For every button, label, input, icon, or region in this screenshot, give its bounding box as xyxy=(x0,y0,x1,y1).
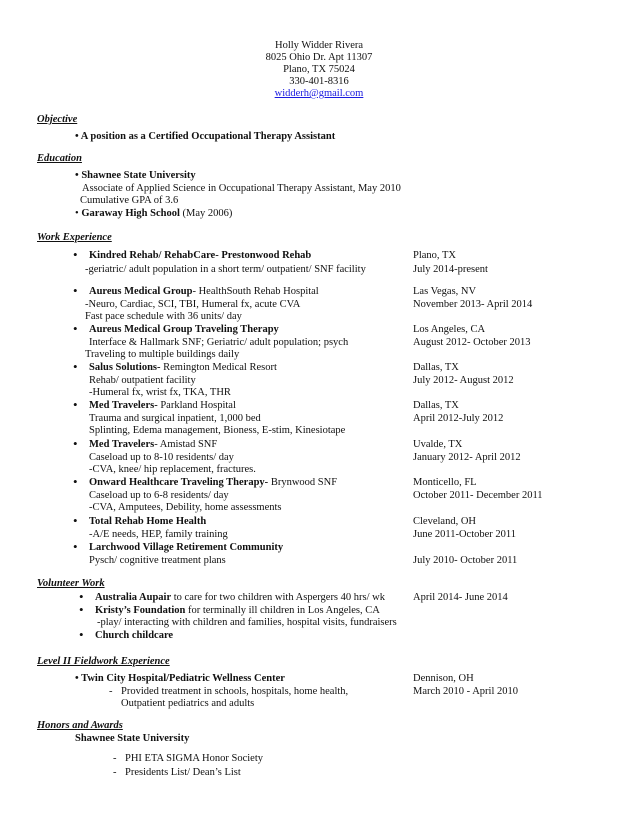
job-detail: -Humeral fx, wrist fx, TKA, THR xyxy=(89,387,231,398)
volunteer-item: • Church childcare xyxy=(95,630,173,642)
education-gpa: Cumulative GPA of 3.6 xyxy=(80,195,179,206)
resume-name: Holly Widder Rivera xyxy=(274,40,364,51)
job-detail: -Neuro, Cardiac, SCI, TBI, Humeral fx, acute CVA xyxy=(85,299,301,310)
job-location: Las Vegas, NV xyxy=(413,286,477,297)
education-school: • Shawnee State University xyxy=(75,170,196,182)
job-title: • Total Rehab Home Health xyxy=(89,516,206,528)
objective-text: • A position as a Certified Occupational Therapy Assistant xyxy=(75,131,335,143)
job-dates: July 2010- October 2011 xyxy=(413,555,518,566)
job-detail: -CVA, knee/ hip replacement, fractures. xyxy=(89,464,256,475)
fieldwork-detail: Outpatient pediatrics and adults xyxy=(121,698,255,709)
section-honors: Honors and Awards xyxy=(37,720,123,731)
job-detail: -geriatric/ adult population in a short term/ outpatient/ SNF facility xyxy=(85,264,366,275)
volunteer-item: • Kristy’s Foundation for terminally ill children in Los Angeles, CA xyxy=(95,605,380,617)
section-education: Education xyxy=(37,153,82,164)
job-dates: November 2013- April 2014 xyxy=(413,299,533,310)
job-dates: July 2012- August 2012 xyxy=(413,375,514,386)
fieldwork-title: • Twin City Hospital/Pediatric Wellness Center xyxy=(75,673,285,685)
section-fieldwork: Level II Fieldwork Experience xyxy=(37,656,170,667)
honors-item: - Presidents List/ Dean’s List xyxy=(125,767,241,779)
address-line: 8025 Ohio Dr. Apt 11307 xyxy=(265,52,373,63)
section-work-experience: Work Experience xyxy=(37,232,112,243)
job-dates: April 2012-July 2012 xyxy=(413,413,504,424)
fieldwork-dates: March 2010 - April 2010 xyxy=(413,686,518,697)
phone-line: 330-401-8316 xyxy=(289,76,349,87)
city-line: Plano, TX 75024 xyxy=(283,64,355,75)
job-title: • Med Travelers- Amistad SNF xyxy=(89,439,217,451)
job-detail: Pysch/ cognitive treatment plans xyxy=(89,555,226,566)
job-detail: Caseload up to 8-10 residents/ day xyxy=(89,452,234,463)
job-detail: -A/E needs, HEP, family training xyxy=(89,529,228,540)
job-title: • Salus Solutions- Remington Medical Resort xyxy=(89,362,277,374)
job-location: Plano, TX xyxy=(413,250,456,261)
job-title: • Kindred Rehab/ RehabCare- Prestonwood Rehab xyxy=(89,250,311,262)
job-dates: October 2011- December 2011 xyxy=(413,490,543,501)
job-location: Uvalde, TX xyxy=(413,439,463,450)
job-title: • Larchwood Village Retirement Community xyxy=(89,542,283,554)
fieldwork-detail: - Provided treatment in schools, hospitals, home health, xyxy=(121,686,348,698)
job-detail: Traveling to multiple buildings daily xyxy=(85,349,240,360)
job-detail: -CVA, Amputees, Debility, home assessments xyxy=(89,502,282,513)
honors-school: Shawnee State University xyxy=(75,733,190,744)
job-location: Dallas, TX xyxy=(413,400,459,411)
fieldwork-location: Dennison, OH xyxy=(413,673,474,684)
job-dates: January 2012- April 2012 xyxy=(413,452,521,463)
job-title: • Aureus Medical Group- HealthSouth Rehab Hospital xyxy=(89,286,319,298)
volunteer-item: • Australia Aupair to care for two children with Aspergers 40 hrs/ wk xyxy=(95,592,385,604)
job-location: Cleveland, OH xyxy=(413,516,476,527)
job-detail: Caseload up to 6-8 residents/ day xyxy=(89,490,229,501)
volunteer-dates: April 2014- June 2014 xyxy=(413,592,508,603)
email-line xyxy=(0,88,638,100)
volunteer-detail: -play/ interacting with children and families, hospital visits, fundraisers xyxy=(97,617,397,628)
job-detail: Splinting, Edema management, Bioness, E-stim, Kinesiotape xyxy=(89,425,346,436)
education-degree: Associate of Applied Science in Occupational Therapy Assistant, May 2010 xyxy=(82,183,401,194)
job-detail: Trauma and surgical inpatient, 1,000 bed xyxy=(89,413,261,424)
job-detail: Interface & Hallmark SNF; Geriatric/ adult population; psych xyxy=(89,337,349,348)
section-volunteer-work: Volunteer Work xyxy=(37,578,105,589)
education-highschool: • Garaway High School (May 2006) xyxy=(75,208,232,220)
section-objective: Objective xyxy=(37,114,78,125)
email-link[interactable]: widderh@gmail.com xyxy=(274,88,364,99)
job-title: • Aureus Medical Group Traveling Therapy xyxy=(89,324,279,336)
job-title: • Med Travelers- Parkland Hospital xyxy=(89,400,236,412)
job-location: Los Angeles, CA xyxy=(413,324,486,335)
job-location: Dallas, TX xyxy=(413,362,459,373)
job-location: Monticello, FL xyxy=(413,477,477,488)
job-detail: Fast pace schedule with 36 units/ day xyxy=(85,311,242,322)
honors-item: - PHI ETA SIGMA Honor Society xyxy=(125,753,263,765)
job-dates: July 2014-present xyxy=(413,264,488,275)
job-title: • Onward Healthcare Traveling Therapy- Brynwood SNF xyxy=(89,477,337,489)
job-dates: August 2012- October 2013 xyxy=(413,337,531,348)
job-detail: Rehab/ outpatient facility xyxy=(89,375,196,386)
job-dates: June 2011-October 2011 xyxy=(413,529,517,540)
